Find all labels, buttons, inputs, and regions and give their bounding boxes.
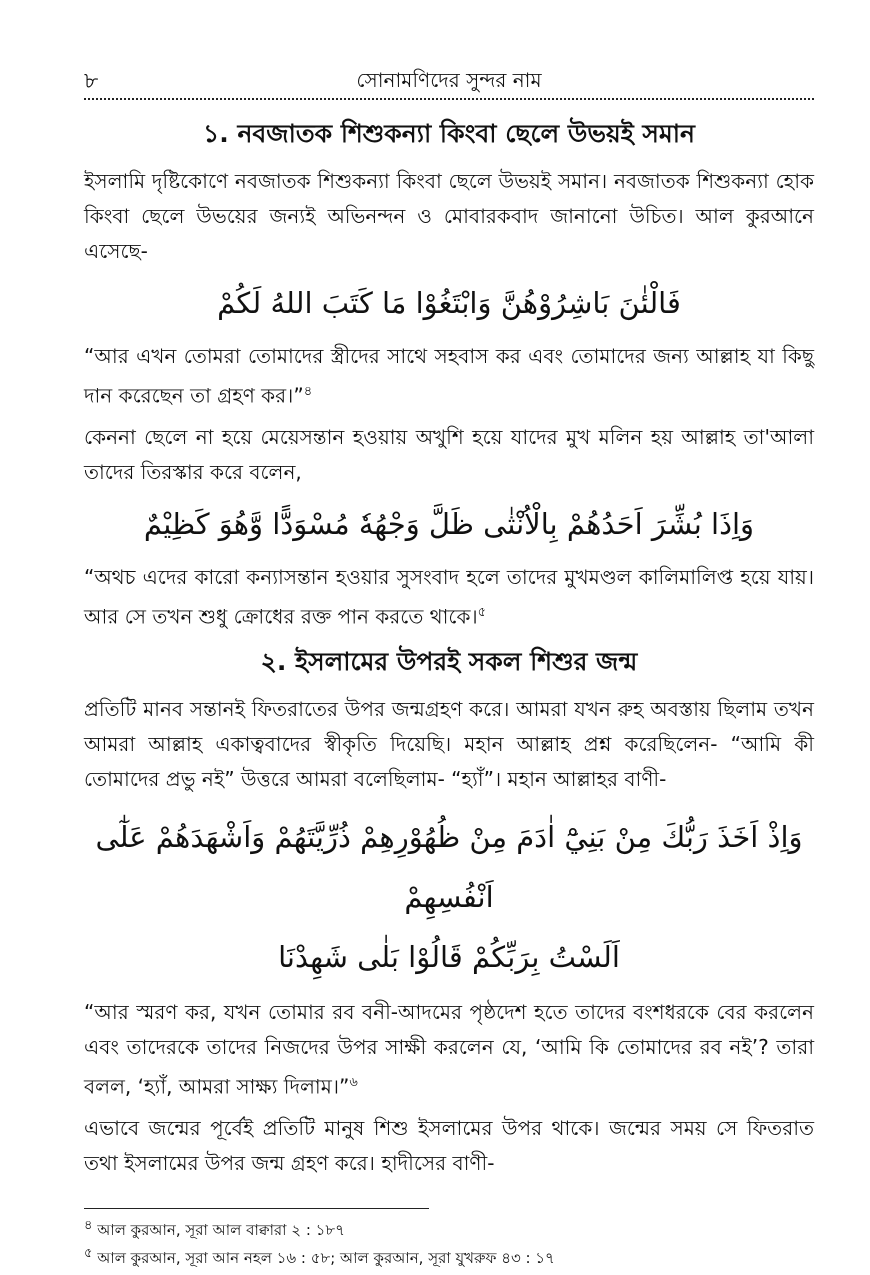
running-title: সোনামণিদের সুন্দর নাম [356, 68, 542, 92]
translation-quote-2 [84, 560, 814, 635]
section-2-paragraph-2: এভাবে জন্মের পূর্বেই প্রতিটি মানুষ শিশু ইসলামের উপর থাকে। জন্মের সময় সে ফিতরাত তথা ইসলামের উপর জন্ম গ্রহণ করে। হাদীসের বাণী- [84, 1115, 814, 1175]
arabic-verse-3-line-2: اَلَسْتُ بِرَبِّكُمْ قَالُوْا بَلٰى شَهِدْنَا [278, 940, 620, 975]
footnote-ref-5: ৫ [477, 604, 487, 620]
footnote-ref-6: ৬ [349, 1075, 358, 1091]
footnote-number: ৪ [84, 1218, 93, 1233]
arabic-verse-2: وَاِذَا بُشِّرَ اَحَدُهُمْ بِالْاُنْثٰى ظَلَّ وَجْهُهٗ مُسْوَدًّا وَّهُوَ كَظِيْمٌ [143, 506, 755, 541]
arabic-verse-1: فَالْئٰنَ بَاشِرُوْهُنَّ وَابْتَغُوْا مَا كَتَبَ اللهُ لَكُمْ [217, 286, 681, 320]
page-body [84, 112, 814, 1187]
arabic-verse-3-line-1: وَاِذْ اَخَذَ رَبُّكَ مِنْ بَنِيْٓ اٰدَمَ مِنْ ظُهُوْرِهِمْ ذُرِّيَّتَهُمْ وَاَشْهَدَهُمْ عَلٰٓى اَنْفُسِهِمْ [95, 820, 803, 915]
quote-1-text: “আর এখন তোমরা তোমাদের স্ত্রীদের সাথে সহবাস কর এবং তোমাদের জন্য আল্লাহ যা কিছু দান করেছেন তা গ্রহণ কর।” [84, 344, 814, 408]
translation-quote-1 [84, 339, 814, 414]
section-2-paragraph-1: প্রতিটি মানব সন্তানই ফিতরাতের উপর জন্মগ্রহণ করে। আমরা যখন রুহ অবস্তায় ছিলাম তখন আমরা আল্লাহ একাত্ববাদের স্বীকৃতি দিয়েছি। মহান আল্লাহ প্রশ্ন করেছিলেন- “আমি কী তোমাদের প্রভু নই” উত্তরে আমরা বলেছিলাম- “হ্যাঁ”। মহান আল্লাহর বাণী- [84, 697, 814, 792]
section-1-paragraph-2: কেননা ছেলে না হয়ে মেয়েসন্তান হওয়ায় অখুশি হয়ে যাদের মুখ মলিন হয় আল্লাহ তা'আলা তাদের তিরস্কার করে বলেন, [84, 424, 814, 484]
footnote-number: ৫ [84, 1246, 93, 1261]
arabic-verse-3 [84, 807, 814, 987]
quote-2-text: “অথচ এদের কারো কন্যাসন্তান হওয়ার সুসংবাদ হলে তাদের মুখমণ্ডল কালিমালিপ্ত হয়ে যায়। আর সে তখন শুধু ক্রোধের রক্ত পান করতে থাকে। [84, 564, 814, 629]
footnote-text: আল কুরআন, সূরা আন নহল ১৬ : ৫৮; আল কুরআন, সূরা যুখরুফ ৪৩ : ১৭ [97, 1249, 555, 1267]
page-number: ৮ [84, 69, 99, 94]
page-header [84, 58, 814, 100]
section-1-paragraph-1: ইসলামি দৃষ্টিকোণে নবজাতক শিশুকন্যা কিংবা ছেলে উভয়ই সমান। নবজাতক শিশুকন্যা হোক কিংবা ছেলে উভয়ের জন্যই অভিনন্দন ও মোবারকবাদ জানানো উচিত। আল কুরআনে এসেছে- [84, 169, 814, 263]
footnote-text: আল কুরআন, সূরা আল বাক্বারা ২ : ১৮৭ [97, 1221, 345, 1239]
footnote-item [84, 1214, 814, 1242]
footnote-item [84, 1242, 814, 1270]
footnotes [84, 1214, 814, 1270]
footnote-ref-4: ৪ [303, 384, 313, 399]
quote-3-text: “আর স্মরণ কর, যখন তোমার রব বনী-আদমের পৃষ্ঠদেশ হতে তাদের বংশধরকে বের করলেন এবং তাদেরকে তাদের নিজদের উপর সাক্ষী করলেন যে, ‘আমি কি তোমাদের রব নই’? তারা বলল, ‘হ্যাঁ, আমরা সাক্ষ্য দিলাম।” [84, 1000, 814, 1099]
section-1-heading: ১. নবজাতক শিশুকন্যা কিংবা ছেলে উভয়ই সমান [203, 119, 695, 148]
footnote-divider [84, 1208, 429, 1209]
section-2-heading: ২. ইসলামের উপরই সকল শিশুর জন্ম [260, 647, 638, 677]
translation-quote-3 [84, 995, 814, 1105]
